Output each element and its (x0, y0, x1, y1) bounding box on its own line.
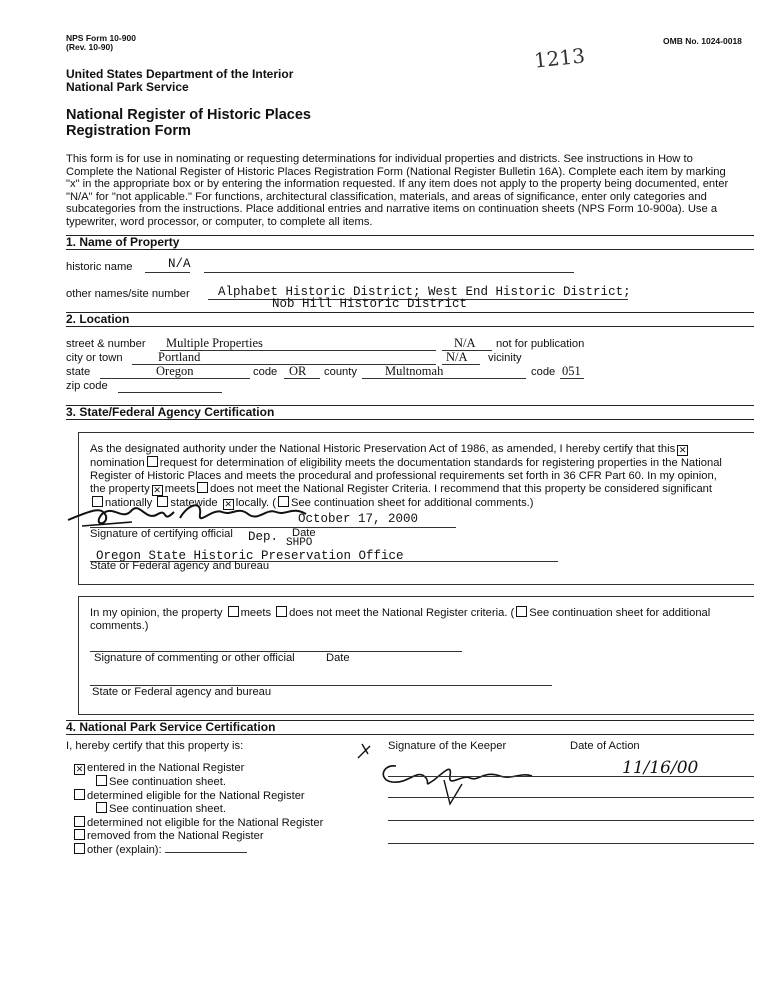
form-revision: (Rev. 10-90) (66, 42, 114, 52)
opinion-line: does not meet the National Register criteria. ( (289, 607, 515, 619)
not-eligible-checkbox[interactable] (74, 816, 85, 827)
keeper-signature (352, 740, 572, 810)
continuation-label: See continuation sheet for additional comments.) (290, 497, 534, 509)
vicinity-value[interactable]: N/A (446, 350, 468, 364)
other-checkbox[interactable] (74, 843, 85, 854)
removed-checkbox[interactable] (74, 829, 85, 840)
keeper-line (388, 797, 754, 798)
intro-line: "x" in the appropriate box or by entering the information requested. If any item does not apply to the property being documented, enter (66, 178, 729, 190)
box-border (78, 596, 754, 597)
omb-number: OMB No. 1024-0018 (663, 36, 742, 46)
comment-signature-label: Signature of commenting or other official (94, 652, 295, 664)
see-continuation-checkbox-1[interactable] (96, 775, 107, 786)
other-names-value-2[interactable]: Nob Hill Historic District (272, 297, 468, 311)
intro-line: subcategories from the instructions. Place additional entries and narrative items on continuation sheets (NPS Form 10-900a). Use a (66, 203, 718, 215)
keeper-line (388, 776, 754, 777)
agency-label: State or Federal agency and bureau (90, 560, 270, 572)
field-line (204, 272, 574, 273)
county-code-label: code (531, 366, 556, 378)
zip-label: zip code (66, 380, 108, 392)
opinion-line: comments.) (90, 619, 149, 632)
shpo-label[interactable]: SHPO (286, 537, 313, 549)
service-name: National Park Service (66, 80, 189, 94)
entered-label: entered in the National Register (87, 762, 245, 774)
opinion-meets-checkbox[interactable] (228, 606, 239, 617)
field-line (118, 392, 222, 393)
nationally-label: nationally (105, 497, 153, 509)
intro-line: This form is for use in nominating or requesting determinations for individual properties and districts. See instructions in How to (66, 153, 693, 165)
cert-line: does not meet the National Register Criteria. I recommend that this property be considered significant (210, 483, 712, 495)
city-value[interactable]: Portland (158, 350, 201, 364)
nps-options (72, 762, 323, 856)
historic-name-label: historic name (66, 261, 133, 273)
section-rule (66, 249, 754, 250)
keeper-line (388, 843, 754, 844)
section-rule (66, 312, 754, 313)
not-eligible-label: determined not eligible for the National Register (87, 816, 324, 829)
department-name: United States Department of the Interior (66, 67, 294, 81)
box-border (78, 596, 79, 714)
cert-line: the property (90, 483, 150, 495)
opinion-line: meets (240, 607, 272, 619)
action-date[interactable]: 11/16/00 (622, 758, 699, 778)
form-title: National Register of Historic Places (66, 107, 311, 123)
nomination-checkbox[interactable] (677, 445, 688, 456)
intro-line: "N/A" for "not applicable." For functions, architectural classification, materials, and areas of significance, enter only categories and (66, 190, 707, 203)
statewide-label: statewide (170, 497, 218, 509)
date-of-action-label: Date of Action (570, 740, 640, 752)
determined-eligible-checkbox[interactable] (74, 789, 85, 800)
cert-line: nomination (90, 457, 145, 469)
form-subtitle: Registration Form (66, 123, 191, 139)
box-border (78, 432, 754, 433)
box-border (78, 714, 754, 715)
intro-line: Complete the National Register of Historic Places Registration Form (National Register Bulletin 16A). Complete each item by marking (66, 165, 726, 178)
intro-line: typewriter, word processor, or computer, to complete all items. (66, 215, 373, 228)
field-line (145, 272, 190, 273)
historic-name-value[interactable]: N/A (168, 257, 191, 271)
section-1-heading: 1. Name of Property (66, 235, 180, 249)
keeper-line (388, 820, 754, 821)
section-3-heading: 3. State/Federal Agency Certification (66, 405, 275, 419)
state-code-label: code (253, 366, 278, 378)
other-label: other (explain): (87, 843, 162, 856)
certifying-agency[interactable]: Oregon State Historic Preservation Office (96, 549, 404, 563)
signature-label: Signature of certifying official (90, 528, 233, 540)
see-continuation-checkbox-2[interactable] (96, 802, 107, 813)
county-label: county (324, 366, 357, 378)
other-names-label: other names/site number (66, 288, 190, 300)
request-checkbox[interactable] (147, 456, 158, 467)
signer-title[interactable]: Dep. (248, 530, 279, 544)
section-rule (66, 326, 754, 327)
certification-date[interactable]: October 17, 2000 (298, 512, 419, 526)
cert-line: Register of Historic Places and meets the procedural and professional requirements set forth in 36 CFR Part 60. In my opinion, (90, 469, 717, 482)
handwritten-reference: 1213 (532, 43, 587, 73)
box-border (78, 584, 754, 585)
not-for-publication-label: not for publication (496, 338, 585, 350)
street-label: street & number (66, 338, 146, 350)
county-value[interactable]: Multnomah (385, 364, 444, 378)
removed-label: removed from the National Register (87, 830, 264, 842)
opinion-does-not-meet-checkbox[interactable] (276, 606, 287, 617)
determined-eligible-label: determined eligible for the National Register (87, 789, 305, 802)
section-rule (66, 734, 754, 735)
state-label: state (66, 366, 91, 378)
street-value[interactable]: Multiple Properties (166, 336, 263, 350)
section-rule (66, 419, 754, 420)
section-4-heading: 4. National Park Service Certification (66, 720, 276, 734)
nps-intro: I, hereby certify that this property is: (66, 740, 244, 752)
form-number: NPS Form 10-900 (66, 33, 136, 43)
meets-checkbox[interactable] (152, 485, 163, 496)
cert-line: As the designated authority under the National Historic Preservation Act of 1986, as amended, I hereby certify that this (90, 443, 676, 455)
certification-text: As the designated authority under the National Historic Preservation Act of 1986, as amended, I hereby certify that this✕ nomination request for determination of eligibility meets the documentation standards for registering properties in the National Register of Historic Places and meets the procedural and professional requirements set forth in 36 CFR Part 60. In my opinion, the property✕ meets does not meet the National Register Criteria. I recommend that this property be considered significant nationally statewide ✕ locally. ( See continuation sheet for additional comments.) (90, 443, 750, 510)
cert-line: request for determination of eligibility meets the documentation standards for registering properties in the National (159, 457, 722, 469)
state-value[interactable]: Oregon (156, 364, 194, 378)
comment-date-label: Date (326, 652, 350, 664)
entered-checkbox[interactable] (74, 764, 85, 775)
state-code-value[interactable]: OR (289, 364, 307, 378)
keeper-signature-label: Signature of the Keeper (388, 740, 507, 752)
see-continuation-label: See continuation sheet. (109, 776, 226, 788)
other-field[interactable] (165, 852, 247, 853)
vicinity-label: vicinity (488, 352, 522, 364)
opinion-text (90, 606, 750, 632)
not-for-publication-value[interactable]: N/A (454, 336, 476, 350)
county-code-value[interactable]: 051 (562, 364, 581, 378)
other-names-value-1[interactable]: Alphabet Historic District; West End Historic District; (218, 285, 631, 299)
see-continuation-label: See continuation sheet. (109, 803, 226, 815)
opinion-line: In my opinion, the property (90, 607, 223, 619)
cert-line: meets (164, 483, 196, 495)
locally-label: locally. (235, 497, 270, 509)
does-not-meet-checkbox[interactable] (197, 482, 208, 493)
opinion-line: See continuation sheet for additional (529, 607, 711, 619)
date-label: Date (292, 527, 316, 539)
intro-paragraph (66, 153, 756, 228)
section-2-heading: 2. Location (66, 312, 130, 326)
opinion-continuation-checkbox[interactable] (516, 606, 527, 617)
city-label: city or town (66, 352, 123, 364)
comment-agency-label: State or Federal agency and bureau (92, 686, 272, 698)
